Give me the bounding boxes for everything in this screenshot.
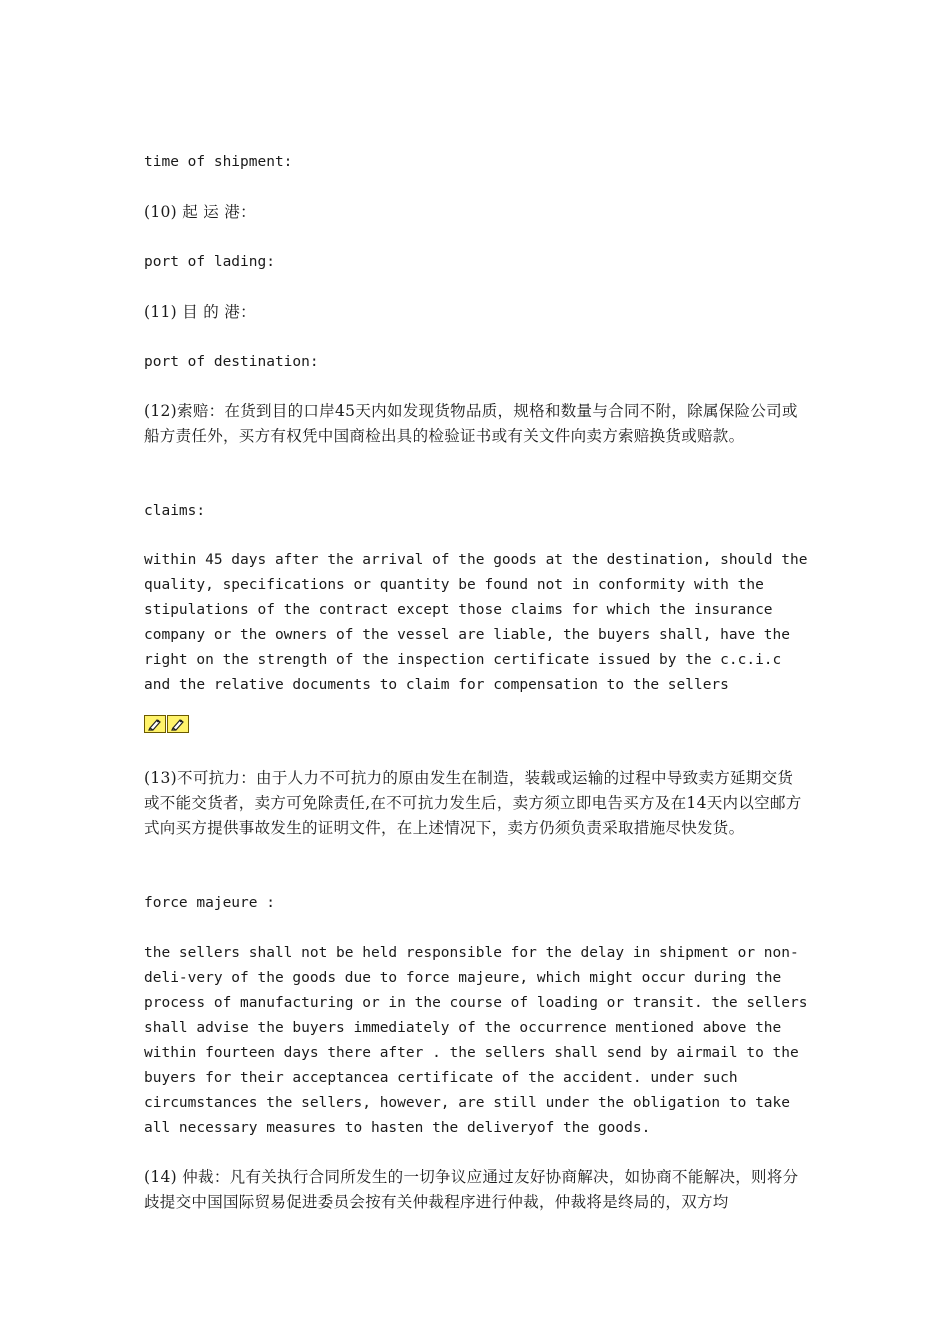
- claims-label: claims:: [144, 503, 206, 519]
- claims-en-paragraph: within 45 days after the arrival of the goods at the destination, should the quality, specifications or quantity be found not in conformity with the stipulations of the contract except those claims for which the insurance company or the owners of the vessel are liable, the buyers shall, have the right on the strength of the inspection certificate issued by the c.c.i.c and the relative documents to claim for compensation to the sellers: [144, 552, 817, 693]
- arbitration-cn-paragraph: (14) 仲裁：凡有关执行合同所发生的一切争议应通过友好协商解决，如协商不能解决，则将分歧提交中国国际贸易促进委员会按有关仲裁程序进行仲裁，仲裁将是终局的，双方均: [144, 1168, 799, 1211]
- force-majeure-cn-paragraph: (13)不可抗力：由于人力不可抗力的原由发生在制造，装载或运输的过程中导致卖方延期交货或不能交货者，卖方可免除责任,在不可抗力发生后，卖方须立即电告买方及在14天内以空邮方式向买方提供事故发生的证明文件，在上述情况下，卖方仍须负责采取措施尽快发货。: [144, 769, 802, 837]
- port-of-destination-label: port of destination:: [144, 354, 319, 370]
- force-majeure-label: force majeure :: [144, 895, 275, 911]
- edit-icon[interactable]: [144, 715, 166, 733]
- force-majeure-en-paragraph: the sellers shall not be held responsible for the delay in shipment or non-deli-very of the goods due to force majeure, which might occur during the process of manufacturing or in the course of loading or transit. the sellers shall advise the buyers immediately of the occurrence mentioned above the within fourteen days there after . the sellers shall send by airmail to the buyers for their acceptancea certificate of the accident. under such circumstances the sellers, however, are still under the obligation to take all necessary measures to hasten the deliveryof the goods.: [144, 945, 817, 1136]
- claims-cn-paragraph: (12)索赔：在货到目的口岸45天内如发现货物品质，规格和数量与合同不附，除属保险公司或船方责任外，买方有权凭中国商检出具的检验证书或有关文件向卖方索赔换货或赔款。: [144, 402, 798, 445]
- port-of-lading-cn-label: (10) 起 运 港：: [144, 203, 256, 221]
- port-of-lading-label: port of lading:: [144, 254, 275, 270]
- edit-icon-group: [144, 715, 189, 733]
- port-of-destination-cn-label: (11) 目 的 港：: [144, 303, 256, 321]
- edit-icon[interactable]: [167, 715, 189, 733]
- time-of-shipment-label: time of shipment:: [144, 154, 293, 170]
